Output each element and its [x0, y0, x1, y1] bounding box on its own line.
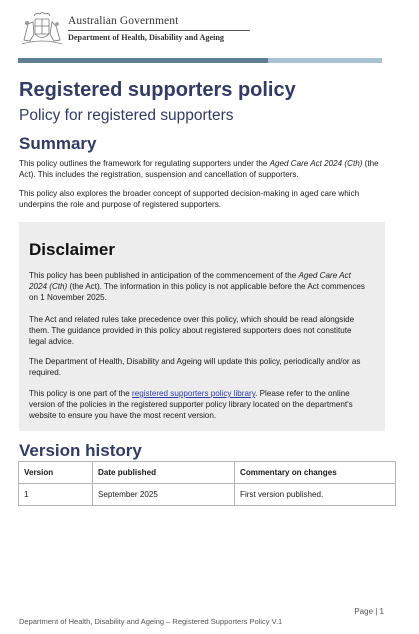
footer-text: Department of Health, Disability and Ageing – Registered Supporters Policy V.1 [19, 617, 283, 626]
document-title: Registered supporters policy [19, 79, 296, 101]
disclaimer-paragraph-2: The Act and related rules take precedence over this policy, which should be read alongside them. The guidance provided in this policy about registered supporters does not constitute legal advice. [29, 315, 355, 347]
disclaimer-text: (the Act). The information in this policy is not applicable before the Act commences on 1 November 2025. [29, 282, 365, 303]
version-history-table [18, 461, 396, 506]
coat-of-arms-logo [18, 10, 66, 48]
act-name: Aged Care Act 2024 (Cth) [29, 271, 351, 292]
cell-commentary: First version published. [235, 484, 396, 506]
header-color-bar [18, 58, 382, 63]
color-bar-light [268, 58, 382, 63]
disclaimer-text: . Please refer to the online version of the policies in the registered supporter policy library located on the department's website to ensure you have the most recent version. [29, 389, 353, 421]
summary-paragraph-2: This policy also explores the broader concept of supported decision-making in aged care which underpins the role and purpose of registered supporters. [19, 189, 360, 210]
table-row [19, 484, 396, 506]
department-name: Department of Health, Disability and Ageing [68, 33, 225, 42]
disclaimer-paragraph-1 [29, 270, 369, 304]
disclaimer-text: This policy has been published in anticipation of the commencement of the [29, 271, 299, 280]
column-header-date: Date published [93, 462, 235, 484]
disclaimer-text: This policy is one part of the [29, 389, 133, 398]
disclaimer-heading: Disclaimer [29, 240, 115, 259]
column-header-version: Version [19, 462, 93, 484]
color-bar-dark [18, 58, 268, 63]
column-header-commentary: Commentary on changes [235, 462, 396, 484]
government-title: Australian Government [68, 15, 179, 27]
disclaimer-paragraph-4 [29, 388, 369, 422]
version-history-heading: Version history [19, 441, 142, 460]
government-header [18, 10, 388, 50]
cell-version: 1 [19, 484, 93, 506]
summary-text: (the Act). This includes the registration, suspension and cancellation of supporters. [19, 159, 379, 180]
summary-heading: Summary [19, 134, 97, 153]
header-divider [68, 30, 250, 31]
disclaimer-paragraph-3: The Department of Health, Disability and Ageing will update this policy, periodically and/or as required. [29, 357, 361, 378]
table-header-row [19, 462, 396, 484]
policy-library-link[interactable]: registered supporters policy library [132, 389, 256, 398]
act-name: Aged Care Act 2024 (Cth) [269, 159, 363, 168]
document-subtitle: Policy for registered supporters [19, 107, 234, 124]
page-number: Page | 1 [354, 607, 384, 616]
summary-text: This policy outlines the framework for regulating supporters under the [19, 159, 270, 168]
cell-date: September 2025 [93, 484, 235, 506]
disclaimer-box [19, 222, 385, 431]
summary-paragraph-1 [19, 158, 381, 180]
